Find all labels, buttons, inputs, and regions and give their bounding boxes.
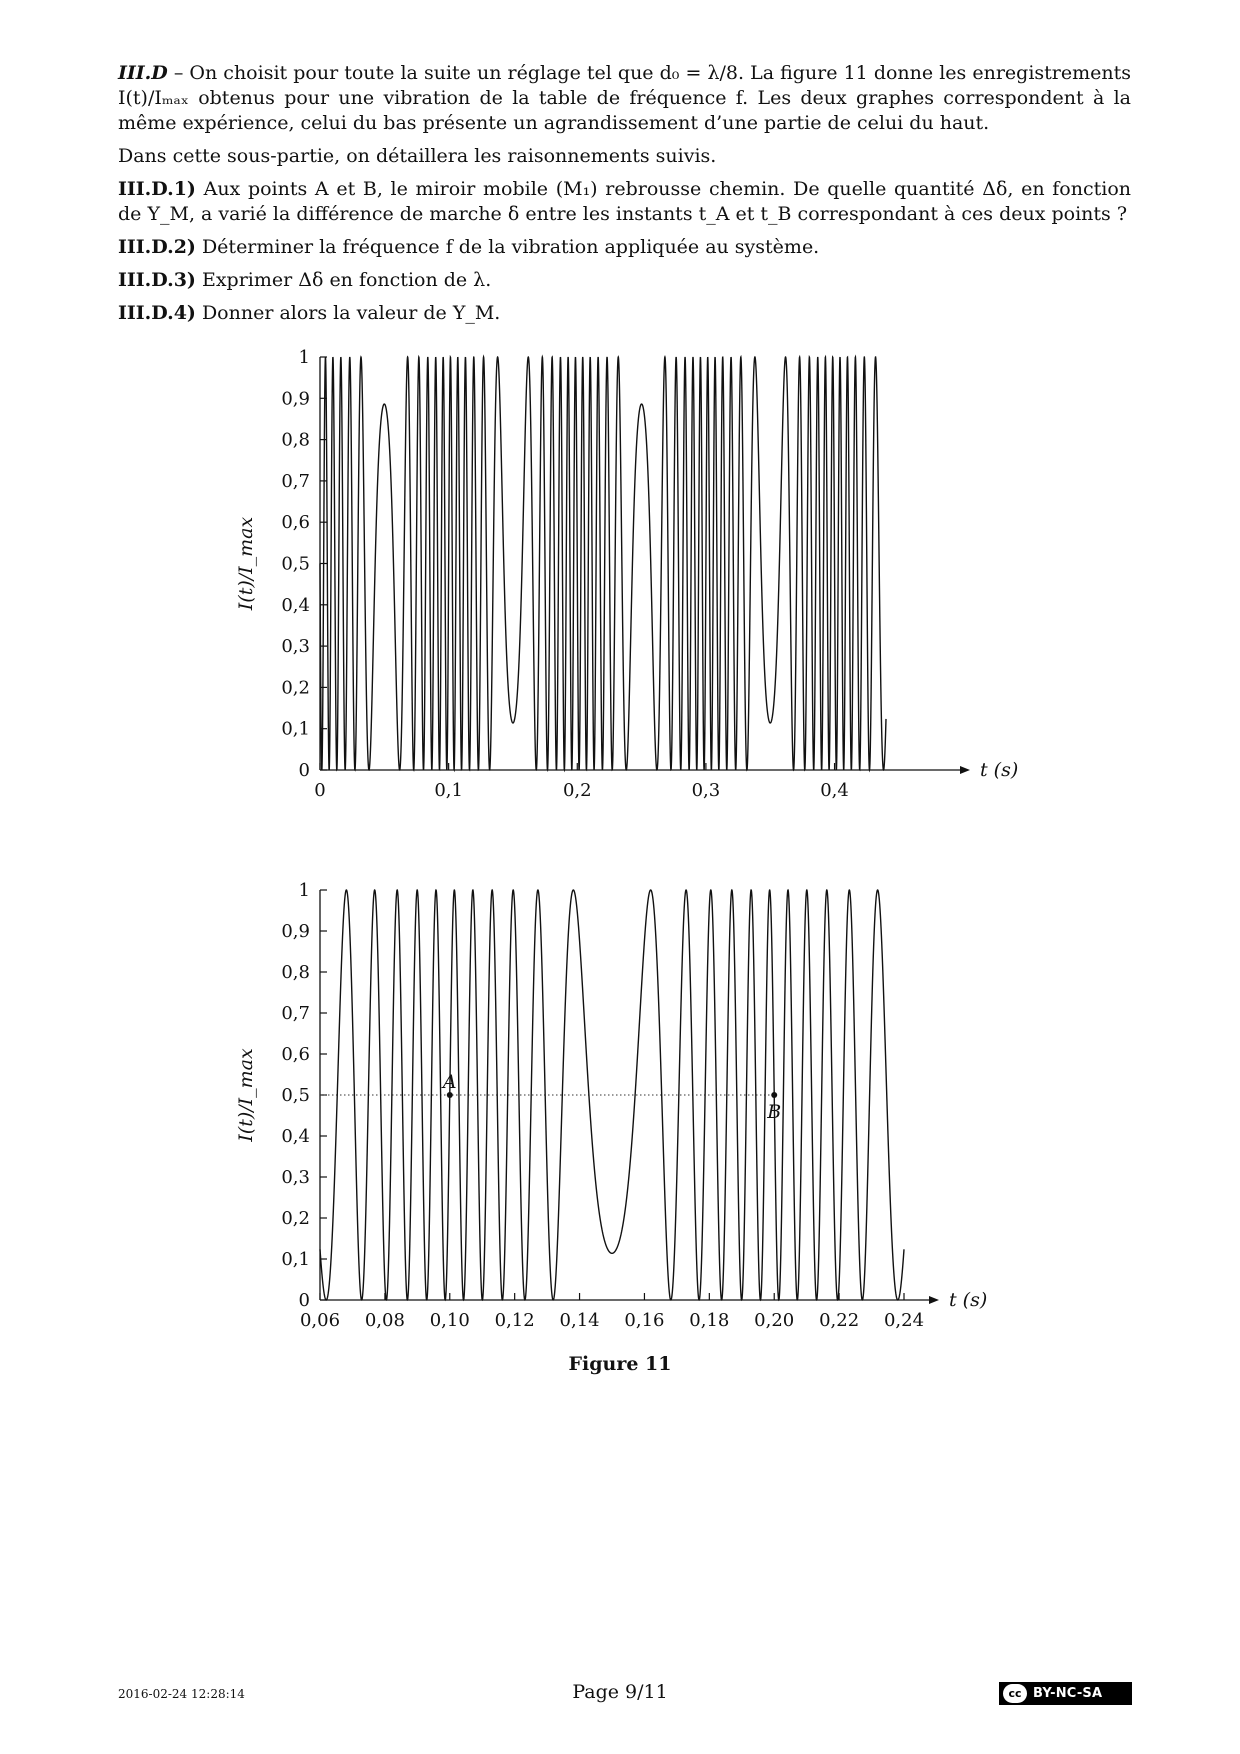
y-tick-label: 0,3	[281, 1167, 310, 1188]
section-note: Dans cette sous-partie, on détaillera les raisonnements suivis.	[118, 145, 717, 167]
question-4-text: Donner alors la valeur de Y_M.	[201, 302, 501, 324]
y-tick-label: 0,5	[281, 553, 310, 575]
x-axis-label: t (s)	[949, 1289, 988, 1311]
question-1-text: Aux points A et B, le miroir mobile (M₁) rebrousse chemin. De quelle quantité Δδ, en fonction de Y_M, a varié la différence de marche δ entre les instants t_A et t_B correspondant à ces deux points ?	[118, 178, 1131, 225]
y-tick-label: 0,6	[281, 1044, 310, 1065]
y-tick-label: 1	[298, 347, 310, 368]
license-label: BY-NC-SA	[1033, 1686, 1103, 1701]
figure-caption: Figure 11	[568, 1353, 672, 1375]
y-tick-label: 1	[298, 880, 310, 901]
y-tick-label: 0,5	[281, 1085, 310, 1106]
x-tick-label: 0,4	[820, 780, 849, 801]
footer-date: 2016-02-24 12:28:14	[118, 1687, 245, 1701]
y-tick-label: 0,7	[281, 470, 310, 492]
x-tick-label: 0,12	[494, 1310, 535, 1331]
y-tick-label: 0,3	[281, 636, 310, 658]
y-tick-label: 0,8	[281, 962, 310, 983]
question-3-text: Exprimer Δδ en fonction de λ.	[201, 269, 492, 291]
x-tick-label: 0,1	[434, 780, 463, 801]
question-1-id: III.D.1)	[118, 178, 196, 200]
x-tick-label: 0,10	[429, 1310, 470, 1331]
x-tick-label: 0,22	[819, 1310, 860, 1331]
y-tick-label: 0,1	[281, 1249, 310, 1270]
x-tick-label: 0,16	[624, 1310, 665, 1331]
x-axis-arrow	[929, 1296, 939, 1304]
y-tick-label: 0	[298, 760, 310, 781]
y-tick-label: 0,9	[281, 921, 310, 942]
y-tick-label: 0	[298, 1290, 310, 1311]
license-badge[interactable]	[999, 1682, 1132, 1705]
x-axis-arrow	[960, 766, 970, 774]
y-tick-label: 0,8	[281, 429, 310, 451]
x-tick-label: 0,14	[559, 1310, 600, 1331]
y-tick-label: 0,4	[281, 1126, 310, 1147]
question-2-text: Déterminer la fréquence f de la vibration appliquée au système.	[201, 236, 820, 258]
x-tick-label: 0	[314, 780, 326, 801]
x-tick-label: 0,24	[883, 1310, 925, 1331]
x-tick-label: 0,08	[364, 1310, 405, 1331]
section-intro-text: On choisit pour toute la suite un réglage tel que d₀ = λ/8. La figure 11 donne les enregistrements I(t)/Iₘₐₓ obtenus pour une vibration de la table de fréquence f. Les deux graphes correspondent à la même expérience, celui du bas présente un agrandissement d’une partie de celui du haut.	[118, 62, 1131, 134]
y-axis-label: I(t)/I_max	[235, 516, 257, 611]
y-tick-label: 0,1	[281, 718, 310, 740]
x-tick-label: 0,18	[689, 1310, 730, 1331]
point-label-b: B	[767, 1101, 782, 1123]
figure-11-zoom-chart	[0, 830, 1240, 1360]
question-3-id: III.D.3)	[118, 269, 196, 291]
question-2-id: III.D.2)	[118, 236, 196, 258]
intensity-curve	[320, 357, 886, 770]
y-axis-label: I(t)/I_max	[235, 1048, 257, 1142]
x-axis-label: t (s)	[980, 759, 1019, 781]
point-b	[771, 1092, 777, 1098]
y-tick-label: 0,7	[281, 1003, 310, 1024]
y-tick-label: 0,9	[281, 388, 310, 410]
x-tick-label: 0,20	[754, 1310, 795, 1331]
y-tick-label: 0,2	[281, 677, 310, 699]
point-label-a: A	[442, 1071, 457, 1093]
cc-icon: cc	[1003, 1684, 1027, 1703]
section-dash: –	[173, 62, 184, 84]
question-4-id: III.D.4)	[118, 302, 196, 324]
x-tick-label: 0,3	[691, 780, 721, 801]
page-number: Page 9/11	[572, 1681, 668, 1703]
x-tick-label: 0,06	[299, 1310, 341, 1331]
x-tick-label: 0,2	[562, 780, 592, 801]
y-tick-label: 0,4	[281, 594, 310, 616]
figure-11-top-chart	[0, 0, 1240, 830]
y-tick-label: 0,6	[281, 512, 310, 534]
y-tick-label: 0,2	[281, 1208, 310, 1229]
section-id: III.D	[118, 62, 168, 84]
